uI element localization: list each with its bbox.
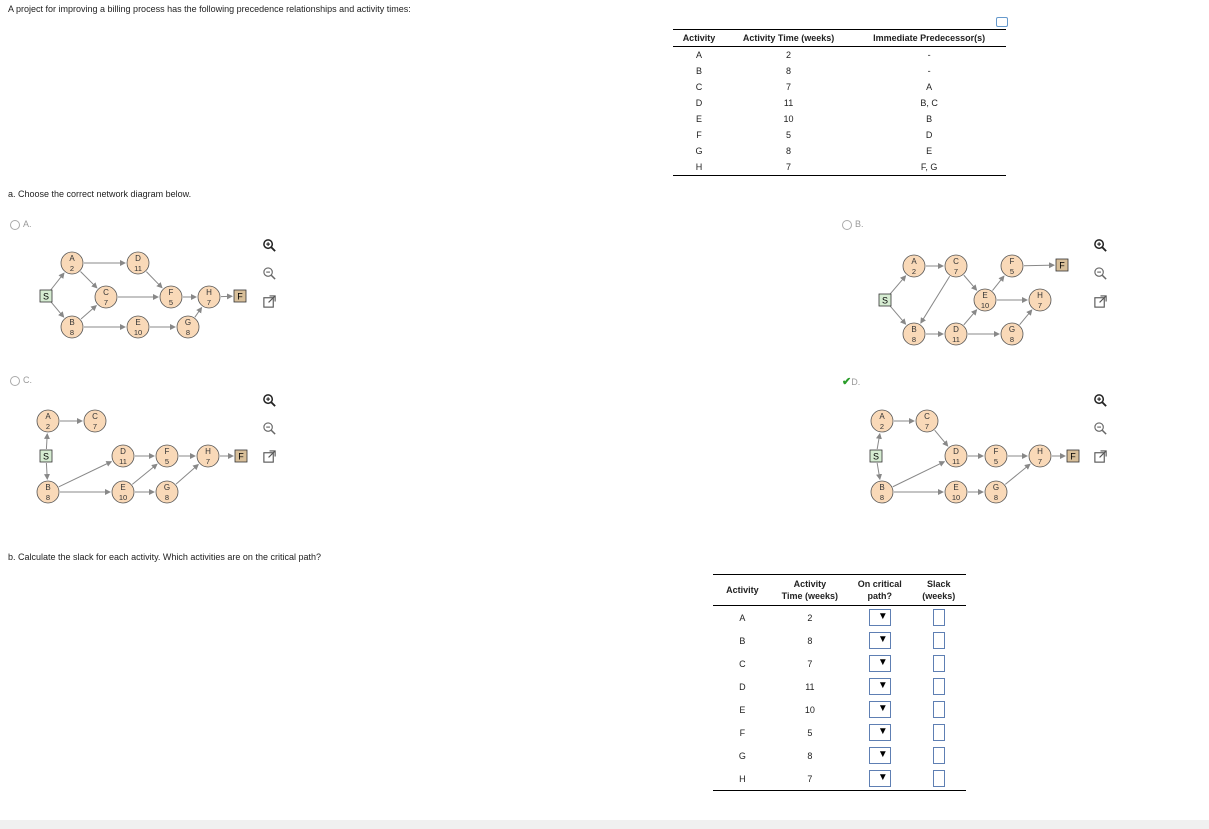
node-label: E bbox=[135, 318, 141, 327]
chevron-down-icon: ▼ bbox=[877, 749, 888, 760]
critical-path-dropdown[interactable] bbox=[869, 747, 891, 764]
node-label: E bbox=[120, 483, 126, 492]
activity-cell: E bbox=[739, 704, 746, 715]
popout-icon[interactable] bbox=[262, 449, 277, 464]
critical-cell bbox=[848, 744, 912, 767]
col-header-activity: Activity bbox=[673, 30, 725, 47]
node-d bbox=[945, 445, 967, 467]
edge-S-A bbox=[46, 434, 47, 449]
critical-path-dropdown[interactable] bbox=[869, 609, 891, 626]
node-label: C bbox=[92, 412, 98, 421]
critical-cell bbox=[848, 652, 912, 675]
node-g bbox=[156, 481, 178, 503]
slack-input[interactable] bbox=[933, 747, 945, 764]
slack-input[interactable] bbox=[933, 770, 945, 787]
col-header-activity: Activity bbox=[713, 575, 772, 606]
chevron-down-icon: ▼ bbox=[877, 772, 888, 783]
slack-cell bbox=[912, 629, 966, 652]
correct-check-icon: ✔ bbox=[842, 376, 852, 388]
answer-row bbox=[713, 675, 966, 698]
time-cell: 7 bbox=[725, 159, 852, 176]
node-label: B bbox=[911, 325, 917, 334]
time-cell: 11 bbox=[805, 681, 815, 692]
critical-path-dropdown[interactable] bbox=[869, 724, 891, 741]
edge-S-B bbox=[50, 301, 63, 317]
node-label: F bbox=[164, 447, 170, 456]
slack-answer-table bbox=[713, 574, 966, 791]
node-time: 10 bbox=[951, 493, 961, 502]
predecessor-cell: E bbox=[926, 146, 933, 156]
activity-cell: H bbox=[713, 767, 772, 791]
slack-cell bbox=[912, 652, 966, 675]
node-time: 2 bbox=[911, 267, 917, 276]
zoom-in-icon[interactable] bbox=[1093, 393, 1108, 408]
critical-cell bbox=[848, 675, 912, 698]
time-cell: 7 bbox=[772, 767, 848, 791]
option-b[interactable] bbox=[842, 219, 864, 230]
activity-cell: C bbox=[695, 82, 703, 92]
time-cell: 7 bbox=[786, 82, 792, 92]
bottom-bar bbox=[0, 820, 1209, 829]
popout-icon[interactable] bbox=[1093, 449, 1108, 464]
col-header-slack-line1: Slack bbox=[926, 579, 951, 589]
zoom-out-icon[interactable] bbox=[262, 266, 277, 281]
time-cell: 5 bbox=[786, 130, 792, 140]
node-label: A bbox=[45, 412, 51, 421]
answer-row bbox=[713, 721, 966, 744]
node-h bbox=[1029, 445, 1051, 467]
col-header-time bbox=[772, 575, 848, 606]
chevron-down-icon: ▼ bbox=[877, 634, 888, 645]
network-diagram-b[interactable] bbox=[860, 230, 1085, 355]
node-f bbox=[1001, 255, 1023, 277]
time-cell: 8 bbox=[807, 750, 813, 761]
slack-cell bbox=[912, 606, 966, 630]
edge-S-A bbox=[50, 273, 64, 290]
edge-S-B bbox=[46, 463, 47, 479]
zoom-out-icon[interactable] bbox=[262, 421, 277, 436]
edge-S-B bbox=[877, 463, 880, 479]
node-time: 7 bbox=[206, 298, 212, 307]
edge-C-D bbox=[935, 430, 948, 446]
node-b bbox=[903, 323, 925, 345]
node-b bbox=[37, 481, 59, 503]
problem-statement: A project for improving a billing process has the following precedence relationships and activity times: bbox=[8, 4, 411, 14]
zoom-in-icon[interactable] bbox=[1093, 238, 1108, 253]
critical-cell bbox=[848, 606, 912, 630]
activity-cell: G bbox=[695, 146, 703, 156]
node-fin bbox=[235, 450, 247, 462]
option-d-label: D. bbox=[851, 377, 861, 387]
node-time: 10 bbox=[118, 493, 128, 502]
time-cell: 8 bbox=[807, 635, 813, 646]
predecessor-cell: F, G bbox=[852, 159, 1006, 176]
network-diagram-c[interactable] bbox=[0, 385, 260, 510]
node-a bbox=[61, 252, 83, 274]
critical-cell bbox=[848, 629, 912, 652]
node-label: A bbox=[911, 257, 917, 266]
node-label: G bbox=[163, 483, 171, 492]
node-time: 8 bbox=[185, 328, 191, 337]
node-label: C bbox=[924, 412, 930, 421]
critical-path-dropdown[interactable] bbox=[869, 655, 891, 672]
node-label: G bbox=[992, 483, 1000, 492]
precedence-table bbox=[673, 29, 1006, 176]
node-label: D bbox=[120, 447, 126, 456]
time-cell: 8 bbox=[786, 146, 792, 156]
edge-E-F bbox=[992, 276, 1003, 290]
node-label: F bbox=[1059, 260, 1065, 271]
slack-input[interactable] bbox=[933, 609, 945, 626]
node-s bbox=[879, 294, 891, 306]
node-h bbox=[1029, 289, 1051, 311]
time-cell: 5 bbox=[807, 727, 813, 738]
node-label: A bbox=[69, 254, 75, 263]
col-header-predecessors: Immediate Predecessor(s) bbox=[852, 30, 1006, 47]
activity-cell: D bbox=[695, 98, 703, 108]
precedence-row bbox=[673, 47, 1006, 64]
zoom-out-icon[interactable] bbox=[1093, 421, 1108, 436]
node-label: F bbox=[238, 451, 244, 462]
node-e bbox=[127, 316, 149, 338]
slack-cell bbox=[912, 698, 966, 721]
edge-G-H bbox=[195, 308, 202, 318]
precedence-row bbox=[673, 111, 1006, 127]
answer-row bbox=[713, 744, 966, 767]
precedence-row bbox=[673, 143, 1006, 159]
time-cell: 10 bbox=[783, 114, 794, 124]
edge-C-B bbox=[921, 276, 950, 323]
node-label: B bbox=[45, 483, 51, 492]
option-c-label: C. bbox=[23, 375, 32, 385]
zoom-out-icon[interactable] bbox=[1093, 266, 1108, 281]
node-label: F bbox=[168, 288, 174, 297]
node-label: F bbox=[1009, 257, 1015, 266]
node-s bbox=[40, 290, 52, 302]
node-fin bbox=[234, 290, 246, 302]
col-header-time-line1: Activity bbox=[793, 579, 827, 589]
critical-cell bbox=[848, 721, 912, 744]
zoom-in-icon[interactable] bbox=[262, 238, 277, 253]
node-b bbox=[871, 481, 893, 503]
node-label: F bbox=[1070, 451, 1076, 462]
popout-icon[interactable] bbox=[262, 294, 277, 309]
edge-B-D bbox=[893, 462, 945, 487]
node-time: 5 bbox=[168, 298, 174, 307]
node-label: E bbox=[982, 291, 988, 300]
node-label: S bbox=[42, 291, 50, 302]
activity-cell: A bbox=[695, 50, 702, 60]
option-b-label: B. bbox=[855, 219, 864, 229]
node-time: 7 bbox=[953, 267, 959, 276]
node-time: 8 bbox=[1009, 335, 1015, 344]
popout-icon[interactable] bbox=[1093, 294, 1108, 309]
activity-cell: H bbox=[673, 159, 725, 176]
node-fin bbox=[1056, 259, 1068, 271]
node-label: C bbox=[953, 257, 959, 266]
col-header-slack bbox=[912, 575, 966, 606]
edge-S-A bbox=[890, 276, 906, 295]
node-time: 2 bbox=[879, 422, 885, 431]
node-h bbox=[197, 445, 219, 467]
slack-input[interactable] bbox=[933, 701, 945, 718]
node-f bbox=[985, 445, 1007, 467]
activity-cell: F bbox=[739, 727, 746, 738]
zoom-in-icon[interactable] bbox=[262, 393, 277, 408]
predecessor-cell: A bbox=[926, 82, 933, 92]
part-b-prompt: b. Calculate the slack for each activity. Which activities are on the critical path? bbox=[8, 552, 321, 562]
time-cell: 10 bbox=[804, 704, 815, 715]
predecessor-cell: B bbox=[926, 114, 933, 124]
node-time: 7 bbox=[924, 422, 930, 431]
activity-cell: A bbox=[739, 612, 746, 623]
predecessor-cell: D bbox=[925, 130, 933, 140]
node-time: 11 bbox=[952, 457, 960, 466]
activity-cell: F bbox=[696, 130, 702, 140]
edge-E-F bbox=[132, 464, 157, 484]
node-label: S bbox=[42, 451, 50, 462]
edge-C-E bbox=[964, 275, 977, 290]
node-time: 7 bbox=[1037, 301, 1043, 310]
radio-a[interactable] bbox=[10, 220, 20, 230]
time-cell: 11 bbox=[783, 98, 794, 108]
node-time: 5 bbox=[993, 457, 999, 466]
node-label: S bbox=[881, 295, 889, 306]
node-f bbox=[160, 286, 182, 308]
precedence-row bbox=[673, 95, 1006, 111]
node-c bbox=[95, 286, 117, 308]
part-a-prompt: a. Choose the correct network diagram below. bbox=[8, 189, 192, 199]
node-time: 5 bbox=[164, 457, 170, 466]
node-time: 8 bbox=[993, 493, 999, 502]
precedence-row bbox=[673, 79, 1006, 95]
edge-S-B bbox=[890, 305, 906, 324]
node-label: H bbox=[205, 447, 211, 456]
node-label: D bbox=[135, 254, 141, 263]
critical-path-dropdown[interactable] bbox=[869, 632, 891, 649]
node-label: A bbox=[879, 412, 885, 421]
option-a[interactable] bbox=[10, 219, 32, 230]
edge-G-H bbox=[1005, 464, 1030, 484]
node-c bbox=[945, 255, 967, 277]
slack-input[interactable] bbox=[933, 655, 945, 672]
node-label: D bbox=[953, 447, 959, 456]
chevron-down-icon: ▼ bbox=[877, 703, 888, 714]
node-time: 2 bbox=[45, 422, 51, 431]
time-cell: 2 bbox=[807, 612, 813, 623]
predecessor-cell: - bbox=[927, 50, 931, 60]
node-label: H bbox=[1037, 291, 1043, 300]
slack-cell bbox=[912, 675, 966, 698]
node-a bbox=[903, 255, 925, 277]
slack-input[interactable] bbox=[933, 724, 945, 741]
activity-cell: C bbox=[739, 658, 746, 669]
critical-cell bbox=[848, 767, 912, 791]
col-header-critical-line1: On critical bbox=[857, 579, 902, 589]
activity-cell: B bbox=[695, 66, 702, 76]
critical-path-dropdown[interactable] bbox=[869, 678, 891, 695]
precedence-row bbox=[673, 159, 1006, 176]
predecessor-cell: - bbox=[927, 66, 931, 76]
node-time: 7 bbox=[1037, 457, 1043, 466]
col-header-time: Activity Time (weeks) bbox=[725, 30, 852, 47]
node-e bbox=[974, 289, 996, 311]
node-label: G bbox=[1008, 325, 1016, 334]
edge-A-C bbox=[80, 271, 96, 287]
col-header-critical bbox=[848, 575, 912, 606]
node-time: 8 bbox=[911, 335, 917, 344]
activity-cell: B bbox=[739, 635, 746, 646]
col-header-time-line2: Time (weeks) bbox=[781, 591, 839, 601]
node-label: F bbox=[993, 447, 999, 456]
node-g bbox=[177, 316, 199, 338]
predecessor-cell: B, C bbox=[920, 98, 938, 108]
node-fin bbox=[1067, 450, 1079, 462]
node-e bbox=[112, 481, 134, 503]
node-c bbox=[84, 410, 106, 432]
node-d bbox=[112, 445, 134, 467]
node-time: 11 bbox=[134, 264, 142, 273]
node-time: 8 bbox=[69, 328, 75, 337]
critical-path-dropdown[interactable] bbox=[869, 770, 891, 787]
chevron-down-icon: ▼ bbox=[877, 680, 888, 691]
node-s bbox=[40, 450, 52, 462]
node-d bbox=[945, 323, 967, 345]
node-label: H bbox=[1037, 447, 1043, 456]
slack-input[interactable] bbox=[933, 678, 945, 695]
node-label: C bbox=[103, 288, 109, 297]
slack-cell bbox=[912, 767, 966, 791]
option-d[interactable] bbox=[842, 375, 860, 388]
edge-G-H bbox=[176, 465, 198, 485]
time-cell: 2 bbox=[786, 50, 792, 60]
node-g bbox=[1001, 323, 1023, 345]
node-time: 7 bbox=[92, 422, 98, 431]
node-time: 2 bbox=[69, 264, 75, 273]
node-e bbox=[945, 481, 967, 503]
node-time: 5 bbox=[1009, 267, 1015, 276]
answer-row bbox=[713, 606, 966, 630]
chevron-down-icon: ▼ bbox=[877, 657, 888, 668]
node-time: 8 bbox=[879, 493, 885, 502]
edge-D-E bbox=[964, 310, 977, 325]
node-time: 8 bbox=[164, 493, 170, 502]
edge-B-D bbox=[59, 462, 111, 487]
option-a-label: A. bbox=[23, 219, 32, 229]
node-time: 10 bbox=[980, 301, 990, 310]
node-label: G bbox=[184, 318, 192, 327]
node-h bbox=[198, 286, 220, 308]
network-diagram-a[interactable] bbox=[0, 230, 260, 350]
critical-path-dropdown[interactable] bbox=[869, 701, 891, 718]
col-header-slack-line2: (weeks) bbox=[922, 591, 956, 601]
node-label: H bbox=[206, 288, 212, 297]
time-cell: 7 bbox=[807, 658, 813, 669]
slack-cell bbox=[912, 721, 966, 744]
node-b bbox=[61, 316, 83, 338]
edge-B-C bbox=[81, 306, 96, 319]
node-time: 8 bbox=[45, 493, 51, 502]
node-a bbox=[871, 410, 893, 432]
critical-cell bbox=[848, 698, 912, 721]
node-label: B bbox=[879, 483, 885, 492]
edge-F-FIN bbox=[1024, 265, 1054, 266]
precedence-row bbox=[673, 63, 1006, 79]
chevron-down-icon: ▼ bbox=[877, 726, 888, 737]
node-label: E bbox=[953, 483, 959, 492]
node-a bbox=[37, 410, 59, 432]
network-diagram-d[interactable] bbox=[860, 385, 1085, 510]
col-header-critical-line2: path? bbox=[867, 591, 892, 601]
node-s bbox=[870, 450, 882, 462]
node-g bbox=[985, 481, 1007, 503]
activity-cell: G bbox=[738, 750, 746, 761]
node-label: D bbox=[953, 325, 959, 334]
precedence-row bbox=[673, 127, 1006, 143]
node-time: 7 bbox=[205, 457, 211, 466]
node-time: 10 bbox=[133, 328, 143, 337]
edge-S-A bbox=[877, 434, 880, 449]
activity-cell: E bbox=[695, 114, 702, 124]
answer-row bbox=[713, 767, 966, 791]
activity-cell: D bbox=[739, 681, 746, 692]
node-time: 11 bbox=[119, 457, 127, 466]
radio-b[interactable] bbox=[842, 220, 852, 230]
copy-icon[interactable] bbox=[996, 17, 1008, 27]
node-f bbox=[156, 445, 178, 467]
slack-cell bbox=[912, 744, 966, 767]
edge-D-F bbox=[146, 272, 162, 288]
slack-input[interactable] bbox=[933, 632, 945, 649]
answer-row bbox=[713, 629, 966, 652]
time-cell: 8 bbox=[786, 66, 792, 76]
node-time: 11 bbox=[952, 335, 960, 344]
node-d bbox=[127, 252, 149, 274]
answer-row bbox=[713, 698, 966, 721]
edge-G-H bbox=[1020, 310, 1032, 325]
answer-row bbox=[713, 652, 966, 675]
node-time: 7 bbox=[103, 298, 109, 307]
node-c bbox=[916, 410, 938, 432]
node-label: S bbox=[872, 451, 880, 462]
chevron-down-icon: ▼ bbox=[877, 611, 888, 622]
node-label: B bbox=[69, 318, 75, 327]
node-label: F bbox=[237, 291, 243, 302]
